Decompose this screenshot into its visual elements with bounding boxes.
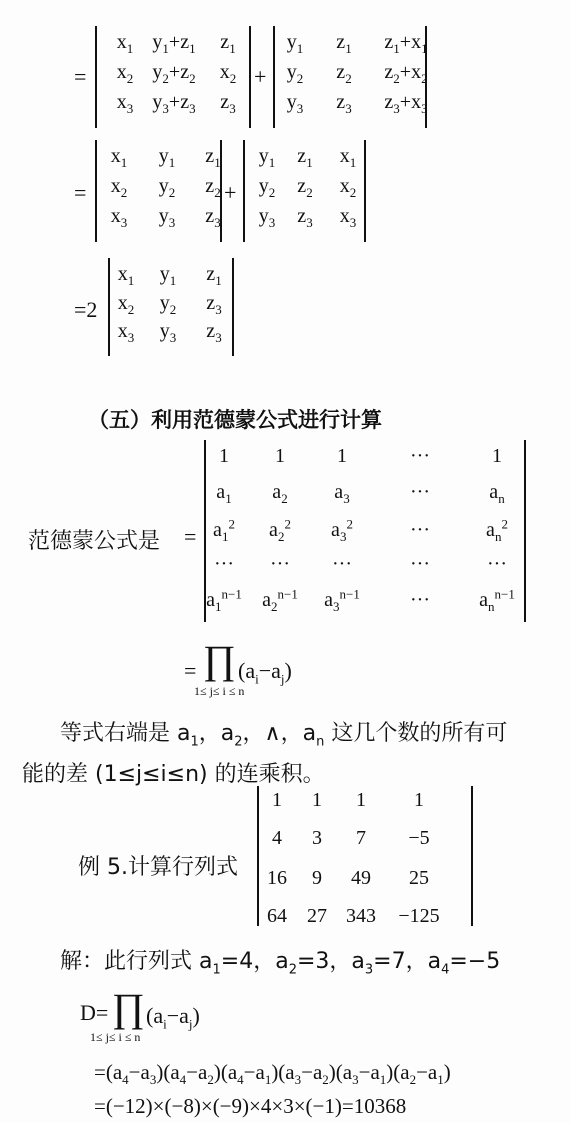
matrix-cell: $y_3$ [158,205,176,230]
matrix-cell: $x_2$ [110,175,128,200]
matrix-cell: $z_3$ [220,91,236,116]
matrix-cell: ··· [214,553,234,575]
matrix-cell: $z_1$ [206,263,222,288]
matrix-cell: $y_2$ [258,175,276,200]
d-prefix: D= [80,1000,109,1025]
matrix-cell: $y_1+z_1$ [152,31,196,56]
matrix-cell: $x_3$ [117,320,135,345]
result-value: =(−12)×(−8)×(−9)×4×3×(−1)=10368 [94,1094,407,1118]
matrix-cell: $z_2$ [205,175,221,200]
matrix-cell: $a_n$ [489,481,505,506]
matrix-cell: $a_3^2$ [331,516,353,544]
matrix-cell: $x_2$ [117,292,135,317]
matrix-cell: $z_1+x_1$ [384,31,428,56]
matrix-cell: 1 [414,789,424,811]
matrix-cell: 1 [272,789,282,811]
eq1-right-determinant [273,26,427,128]
matrix-cell: 9 [312,867,322,889]
eq1-left-determinant [95,26,251,128]
matrix-cell: $z_2$ [336,61,352,86]
eq3-prefix: =2 [74,297,98,322]
matrix-cell: $y_3$ [258,205,276,230]
example-determinant [257,786,473,926]
matrix-cell: $x_2$ [116,61,134,86]
eq3-determinant [108,258,234,356]
matrix-cell: ··· [410,445,430,467]
matrix-cell: 1 [219,445,229,467]
matrix-cell: $x_1$ [117,263,135,288]
matrix-cell: 7 [356,827,366,849]
matrix-cell: $z_2+x_2$ [384,61,428,86]
matrix-cell: 25 [409,867,429,889]
matrix-cell: $y_2$ [286,61,304,86]
matrix-cell: $y_3$ [159,320,177,345]
matrix-cell: 1 [492,445,502,467]
product-range: 1≤ j≤ i ≤ n [194,684,245,698]
matrix-cell: $z_1$ [220,31,236,56]
matrix-cell: 3 [312,827,322,849]
matrix-cell: $a_1^2$ [213,516,235,544]
matrix-cell: $y_1$ [258,145,276,170]
matrix-cell: $x_2$ [339,175,357,200]
matrix-cell: ··· [487,553,507,575]
matrix-cell: $a_1^{n-1}$ [206,586,242,614]
matrix-cell: 343 [346,905,376,927]
explanation-line-1: 等式右端是 $a_1$，$a_2$，∧，$a_n$ 这几个数的所有可 [60,721,508,750]
matrix-cell: $a_n^{n-1}$ [479,586,515,614]
result-expansion: $=(a_4-a_3)(a_4-a_2)(a_4-a_1)(a_3-a_2)(a_3-a_1)(a_2-a_1)$ [94,1060,451,1088]
matrix-cell: $y_3$ [286,91,304,116]
matrix-cell: 64 [267,905,287,927]
matrix-cell: $z_1$ [336,31,352,56]
eq1-plus: + [254,64,267,89]
matrix-cell: −125 [398,905,440,927]
matrix-cell: ··· [410,589,430,611]
matrix-cell: 4 [272,827,282,849]
eq1-prefix: = [74,64,87,89]
matrix-cell: ··· [410,553,430,575]
matrix-cell: $z_3$ [206,320,222,345]
matrix-cell: $y_1$ [158,145,176,170]
product-symbol: ∏ [203,637,236,682]
explanation-line-2: 能的差 (1≤j≤i≤n) 的连乘积。 [22,762,325,787]
result-product-range: 1≤ j≤ i ≤ n [90,1030,141,1044]
matrix-cell: $x_3$ [116,91,134,116]
matrix-cell: $x_1$ [339,145,357,170]
matrix-cell: $z_3$ [297,205,313,230]
vandermonde-product-prefix: = [184,658,197,683]
example-label: 例 5.计算行列式 [78,855,238,880]
matrix-cell: $y_1$ [159,263,177,288]
matrix-cell: $z_2$ [297,175,313,200]
matrix-cell: $y_2$ [159,292,177,317]
matrix-cell: $a_2^{n-1}$ [262,586,298,614]
matrix-cell: $z_3$ [206,292,222,317]
matrix-cell: 1 [356,789,366,811]
eq2-right-determinant [243,140,366,242]
vandermonde-equals: = [184,524,197,549]
matrix-cell: $a_2^2$ [269,516,291,544]
matrix-cell: $z_3+x_3$ [384,91,428,116]
matrix-cell: $a_1$ [216,481,232,506]
result-product-term: $(a_i-a_j)$ [146,1003,200,1032]
matrix-cell: $a_n^2$ [486,516,508,544]
matrix-cell: ··· [410,519,430,541]
matrix-cell: 1 [312,789,322,811]
matrix-cell: 1 [337,445,347,467]
matrix-cell: $z_1$ [297,145,313,170]
matrix-cell: $x_2$ [219,61,237,86]
matrix-cell: $y_2+z_2$ [152,61,196,86]
solution-line: 解：此行列式 $a_1=4$，$a_2=3$，$a_3=7$，$a_4=-5$ [60,949,501,978]
matrix-cell: $x_1$ [110,145,128,170]
eq2-plus: + [224,180,237,205]
matrix-cell: ··· [410,481,430,503]
matrix-cell: −5 [408,827,430,849]
section-heading: （五）利用范德蒙公式进行计算 [88,408,382,432]
vandermonde-determinant [204,440,526,622]
vandermonde-label: 范德蒙公式是 [28,529,161,554]
matrix-cell: $x_1$ [116,31,134,56]
result-product-symbol: ∏ [112,985,145,1030]
matrix-cell: ··· [332,553,352,575]
eq2-left-determinant [95,140,222,242]
matrix-cell: $x_3$ [339,205,357,230]
matrix-cell: 27 [307,905,327,927]
matrix-cell: 1 [275,445,285,467]
matrix-cell: 49 [351,867,371,889]
matrix-cell: ··· [270,553,290,575]
matrix-cell: $z_1$ [205,145,221,170]
matrix-cell: $y_3+z_3$ [152,91,196,116]
matrix-cell: $y_1$ [286,31,304,56]
matrix-cell: $a_3^{n-1}$ [324,586,360,614]
matrix-cell: $z_3$ [336,91,352,116]
eq2-prefix: = [74,180,87,205]
matrix-cell: $z_3$ [205,205,221,230]
product-term: $(a_i-a_j)$ [238,658,292,687]
matrix-cell: $x_3$ [110,205,128,230]
matrix-cell: $y_2$ [158,175,176,200]
matrix-cell: $a_2$ [272,481,288,506]
matrix-cell: 16 [267,867,287,889]
matrix-cell: $a_3$ [334,481,350,506]
